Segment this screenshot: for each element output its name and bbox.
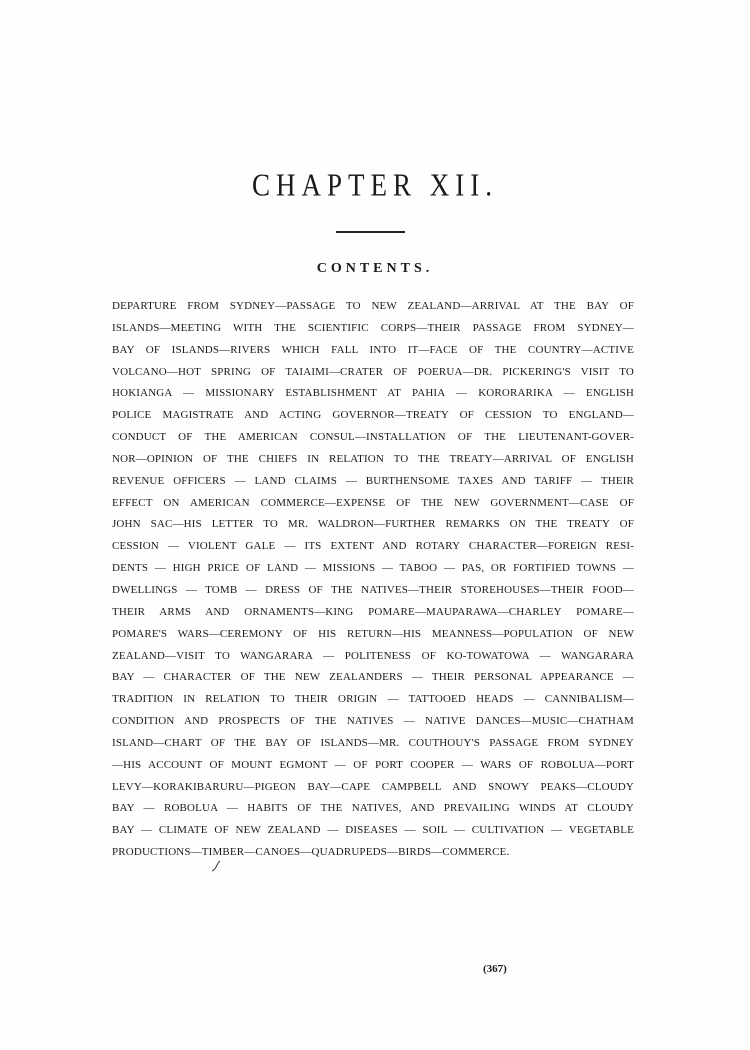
contents-line: BAY — CHARACTER OF THE NEW ZEALANDERS — THEIR PERSONAL APPEARANCE — — [112, 671, 634, 684]
title-divider-rule — [336, 231, 405, 233]
contents-line: BAY — CLIMATE OF NEW ZEALAND — DISEASES — SOIL — CULTIVATION — VEGETABLE — [112, 824, 634, 837]
contents-heading: CONTENTS. — [316, 261, 434, 276]
ink-mark — [211, 860, 221, 872]
contents-summary — [112, 296, 634, 864]
contents-line: POLICE MAGISTRATE AND ACTING GOVERNOR—TREATY OF CESSION TO ENGLAND— — [112, 409, 634, 422]
contents-line: ISLAND—CHART OF THE BAY OF ISLANDS—MR. COUTHOUY'S PASSAGE FROM SYDNEY — [112, 736, 634, 749]
contents-line: THEIR ARMS AND ORNAMENTS—KING POMARE—MAUPARAWA—CHARLEY POMARE— — [112, 605, 634, 618]
contents-line: DWELLINGS — TOMB — DRESS OF THE NATIVES—THEIR STOREHOUSES—THEIR FOOD— — [112, 583, 634, 596]
contents-line: VOLCANO—HOT SPRING OF TAIAIMI—CRATER OF POERUA—DR. PICKERING'S VISIT TO — [112, 365, 634, 378]
contents-line: CONDITION AND PROSPECTS OF THE NATIVES — NATIVE DANCES—MUSIC—CHATHAM — [112, 715, 634, 728]
contents-line: CESSION — VIOLENT GALE — ITS EXTENT AND ROTARY CHARACTER—FOREIGN RESI- — [112, 540, 634, 553]
contents-line: REVENUE OFFICERS — LAND CLAIMS — BURTHENSOME TAXES AND TARIFF — THEIR — [112, 474, 634, 487]
contents-line: DEPARTURE FROM SYDNEY—PASSAGE TO NEW ZEALAND—ARRIVAL AT THE BAY OF — [112, 300, 634, 312]
contents-line: PRODUCTIONS—TIMBER—CANOES—QUADRUPEDS—BIRDS—COMMERCE. — [112, 846, 510, 859]
contents-line: JOHN SAC—HIS LETTER TO MR. WALDRON—FURTHER REMARKS ON THE TREATY OF — [112, 518, 634, 531]
contents-line: —HIS ACCOUNT OF MOUNT EGMONT — OF PORT COOPER — WARS OF ROBOLUA—PORT — [112, 758, 634, 771]
contents-line: EFFECT ON AMERICAN COMMERCE—EXPENSE OF THE NEW GOVERNMENT—CASE OF — [112, 496, 634, 509]
chapter-title: CHAPTER XII. — [252, 167, 498, 203]
contents-line: LEVY—KORAKIBARURU—PIGEON BAY—CAPE CAMPBELL AND SNOWY PEAKS—CLOUDY — [112, 780, 634, 793]
contents-line: BAY OF ISLANDS—RIVERS WHICH FALL INTO IT—FACE OF THE COUNTRY—ACTIVE — [112, 343, 634, 356]
contents-line: HOKIANGA — MISSIONARY ESTABLISHMENT AT PAHIA — KORORARIKA — ENGLISH — [112, 387, 634, 400]
contents-line: ISLANDS—MEETING WITH THE SCIENTIFIC CORPS—THEIR PASSAGE FROM SYDNEY— — [112, 321, 634, 334]
contents-line: BAY — ROBOLUA — HABITS OF THE NATIVES, AND PREVAILING WINDS AT CLOUDY — [112, 802, 634, 815]
contents-line: TRADITION IN RELATION TO THEIR ORIGIN — TATTOOED HEADS — CANNIBALISM— — [112, 693, 634, 706]
contents-line: CONDUCT OF THE AMERICAN CONSUL—INSTALLATION OF THE LIEUTENANT-GOVER- — [112, 431, 634, 444]
contents-line: ZEALAND—VISIT TO WANGARARA — POLITENESS OF KO-TOWATOWA — WANGARARA — [112, 649, 634, 662]
page-number: (367) — [483, 963, 507, 975]
contents-line: DENTS — HIGH PRICE OF LAND — MISSIONS — TABOO — PAS, OR FORTIFIED TOWNS — — [112, 562, 634, 575]
contents-line: NOR—OPINION OF THE CHIEFS IN RELATION TO THE TREATY—ARRIVAL OF ENGLISH — [112, 452, 634, 465]
contents-line: POMARE'S WARS—CEREMONY OF HIS RETURN—HIS MEANNESS—POPULATION OF NEW — [112, 627, 634, 640]
